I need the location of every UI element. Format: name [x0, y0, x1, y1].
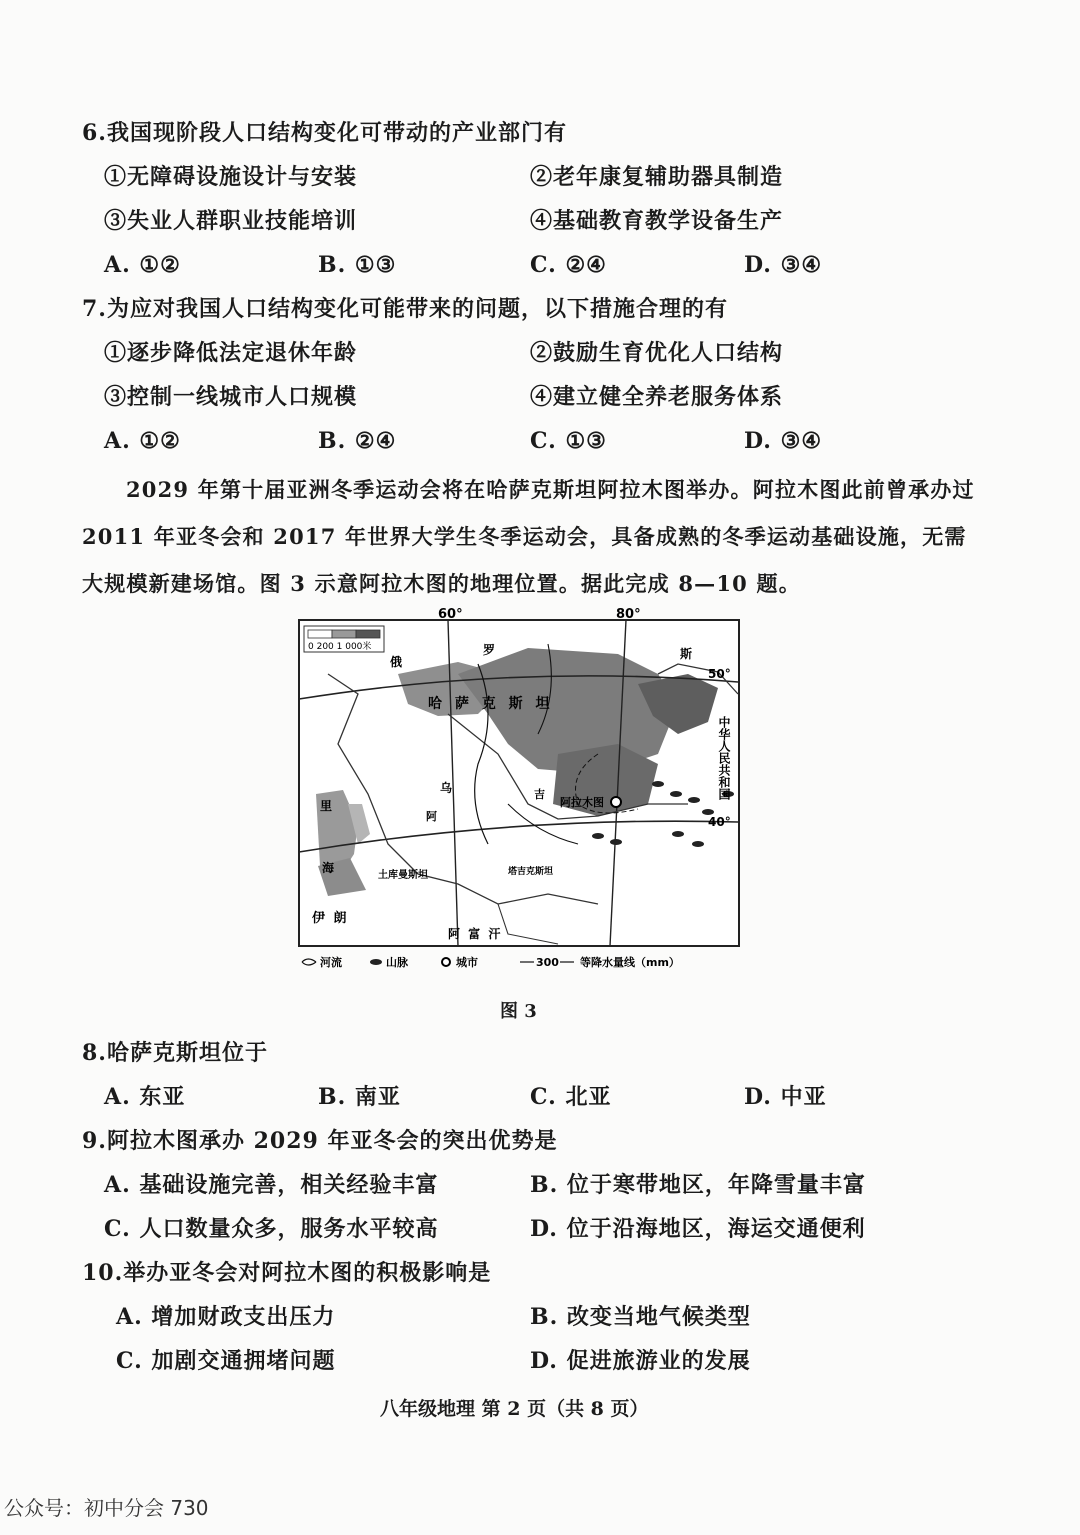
page-footer: 八年级地理 第 2 页（共 8 页） [380, 1398, 649, 1420]
q7-choice-d: D. ③④ [744, 428, 823, 454]
q6-choice-b: B. ①③ [318, 252, 397, 278]
figure-caption: 图 3 [500, 1001, 537, 1022]
label-russia: 罗 [483, 643, 496, 657]
q10-choice-b: B. 改变当地气候类型 [530, 1304, 751, 1330]
q7-choice-b: B. ②④ [318, 428, 397, 454]
map-svg [298, 604, 758, 974]
label-uzbek: 乌 [440, 781, 453, 795]
q8-choice-c: C. 北亚 [530, 1084, 612, 1110]
legend-city-symbol [442, 958, 450, 966]
q7-stem: 7.为应对我国人口结构变化可能带来的问题，以下措施合理的有 [82, 296, 728, 322]
label-iran: 伊 朗 [312, 911, 349, 926]
label-tajik: 塔吉克斯坦 [508, 867, 554, 877]
q7-item-1: ①逐步降低法定退休年龄 [104, 340, 358, 366]
label-china: 中华人民共和国 [717, 716, 731, 800]
label-afghan: 阿 富 汗 [448, 927, 503, 941]
legend-city: 城市 [456, 956, 478, 969]
q6-item-4: ④基础教育教学设备生产 [530, 208, 784, 234]
legend-isoline-value: 300 [536, 956, 559, 969]
q8-choice-b: B. 南亚 [318, 1084, 401, 1110]
q9-choice-c: C. 人口数量众多，服务水平较高 [104, 1216, 439, 1242]
label-kyrgyz: 吉 [534, 788, 545, 801]
q9-choice-a: A. 基础设施完善，相关经验丰富 [104, 1172, 439, 1198]
lat-label-40: 40° [708, 815, 731, 829]
q6-choice-c: C. ②④ [530, 252, 607, 278]
q10-choice-c: C. 加剧交通拥堵问题 [116, 1348, 336, 1374]
legend-river: 河流 [320, 956, 342, 969]
scale-text: 0 200 1 000米 [308, 642, 372, 652]
scale-swatch-2 [332, 630, 356, 638]
label-kazakhstan: 哈 萨 克 斯 坦 [428, 696, 554, 712]
almaty-city-marker [611, 797, 621, 807]
scale-swatch-1 [308, 630, 332, 638]
label-almaty: 阿拉木图 [560, 796, 604, 809]
q9-choice-b: B. 位于寒带地区，年降雪量丰富 [530, 1172, 866, 1198]
q8-choice-d: D. 中亚 [744, 1084, 827, 1110]
label-country-left: 俄 [390, 655, 403, 669]
legend-isoline: 等降水量线（mm） [580, 956, 680, 969]
q7-item-2: ②鼓励生育优化人口结构 [530, 340, 784, 366]
scale-swatch-3 [356, 630, 380, 638]
label-russia2: 斯 [680, 647, 693, 661]
watermark: 公众号：初中分会 730 [4, 1496, 209, 1520]
q6-item-2: ②老年康复辅助器具制造 [530, 164, 784, 190]
q7-item-4: ④建立健全养老服务体系 [530, 384, 784, 410]
map-legend [302, 955, 680, 969]
label-sea1: 里 [320, 799, 333, 813]
q8-choice-a: A. 东亚 [104, 1084, 186, 1110]
q6-choice-d: D. ③④ [744, 252, 823, 278]
legend-mountain: 山脉 [386, 956, 408, 969]
legend-mountain-symbol [370, 959, 382, 965]
lon-label-80: 80° [616, 607, 641, 622]
passage: 2029 年第十届亚洲冬季运动会将在哈萨克斯坦阿拉木图举办。阿拉木图此前曾承办过 2011 年亚冬会和 2017 年世界大学生冬季运动会，具备成熟的冬季运动基础设施，无需大规模新建场馆。图 3 示意阿拉木图的地理位置。据此完成 8—10 题。 [82, 477, 975, 596]
label-small: 阿 [426, 810, 437, 823]
q7-choice-a: A. ①② [104, 428, 181, 454]
lon-label-60: 60° [438, 607, 463, 622]
q6-item-3: ③失业人群职业技能培训 [104, 208, 358, 234]
q7-item-3: ③控制一线城市人口规模 [104, 384, 358, 410]
q7-choice-c: C. ①③ [530, 428, 607, 454]
figure-3-map [298, 604, 758, 974]
q6-choice-a: A. ①② [104, 252, 181, 278]
q6-stem: 6.我国现阶段人口结构变化可带动的产业部门有 [82, 120, 567, 146]
q10-stem: 10.举办亚冬会对阿拉木图的积极影响是 [82, 1260, 492, 1286]
q9-stem: 9.阿拉木图承办 2029 年亚冬会的突出优势是 [82, 1128, 558, 1154]
q10-choice-d: D. 促进旅游业的发展 [530, 1348, 751, 1374]
q9-choice-d: D. 位于沿海地区，海运交通便利 [530, 1216, 866, 1242]
legend-river-symbol [302, 959, 316, 965]
q8-stem: 8.哈萨克斯坦位于 [82, 1040, 268, 1066]
label-turkmen: 土库曼斯坦 [378, 870, 428, 881]
q10-choice-a: A. 增加财政支出压力 [116, 1304, 336, 1330]
lat-label-50: 50° [708, 667, 731, 681]
q6-item-1: ①无障碍设施设计与安装 [104, 164, 358, 190]
label-sea2: 海 [322, 861, 335, 875]
